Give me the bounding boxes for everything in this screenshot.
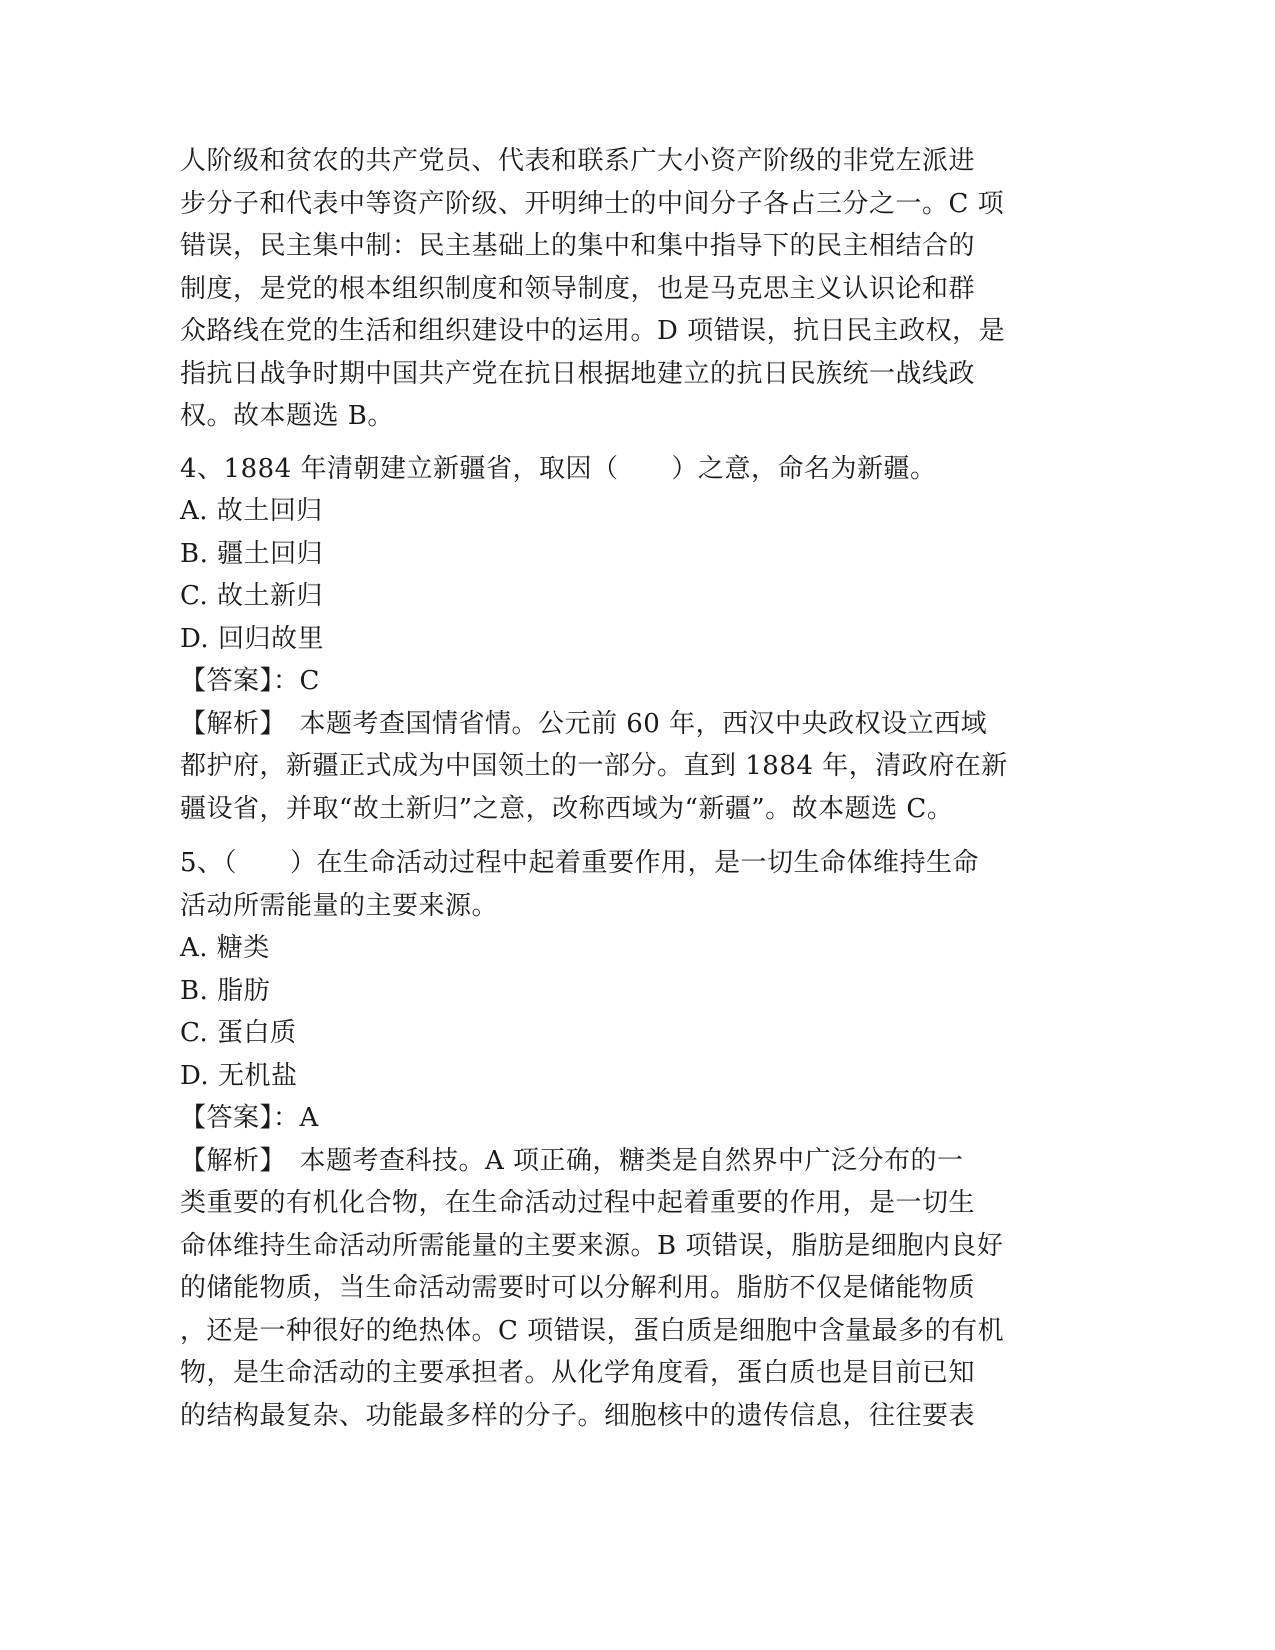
analysis-line: 疆设省，并取“故土新归”之意，改称西域为“新疆”。故本题选 C。 <box>180 793 954 824</box>
text-line: 错误，民主集中制：民主基础上的集中和集中指导下的民主相结合的 <box>180 231 976 261</box>
document-page <box>180 140 1080 1437</box>
question-stem: 4、1884 年清朝建立新疆省，取因（ ）之意，命名为新疆。 <box>180 453 937 484</box>
option-b: B. 脂肪 <box>180 975 271 1006</box>
analysis-line: 物，是生命活动的主要承担者。从化学角度看，蛋白质也是目前已知 <box>180 1358 976 1388</box>
analysis-line: 【解析】 本题考查国情省情。公元前 60 年，西汉中央政权设立西域 <box>180 708 988 739</box>
question-stem: 活动所需能量的主要来源。 <box>180 890 499 921</box>
analysis-line: ，还是一种很好的绝热体。C 项错误，蛋白质是细胞中含量最多的有机 <box>180 1315 1005 1346</box>
previous-question-analysis <box>180 140 1080 438</box>
option-a: A. 糖类 <box>180 933 270 963</box>
option-d: D. 无机盐 <box>180 1060 298 1091</box>
analysis-line: 【解析】 本题考查科技。A 项正确，糖类是自然界中广泛分布的一 <box>180 1145 964 1176</box>
text-line: 权。故本题选 B。 <box>180 401 394 431</box>
option-d: D. 回归故里 <box>180 623 324 654</box>
analysis-line: 的储能物质，当生命活动需要时可以分解利用。脂肪不仅是储能物质 <box>180 1273 976 1303</box>
option-c: C. 故土新归 <box>180 581 323 611</box>
analysis-line: 命体维持生命活动所需能量的主要来源。B 项错误，脂肪是细胞内良好 <box>180 1230 1004 1261</box>
answer-line: 【答案】：C <box>180 666 320 696</box>
question-stem: 5、（ ）在生命活动过程中起着重要作用，是一切生命体维持生命 <box>180 848 980 878</box>
analysis-line: 的结构最复杂、功能最多样的分子。细胞核中的遗传信息，往往要表 <box>180 1400 976 1431</box>
question-4 <box>180 448 1080 831</box>
answer-line: 【答案】：A <box>180 1103 319 1133</box>
option-b: B. 疆土回归 <box>180 538 324 569</box>
text-line: 人阶级和贫农的共产党员、代表和联系广大小资产阶级的非党左派进 <box>180 146 976 176</box>
option-a: A. 故土回归 <box>180 496 323 526</box>
text-line: 制度，是党的根本组织制度和领导制度，也是马克思主义认识论和群 <box>180 273 976 304</box>
question-5 <box>180 842 1080 1437</box>
text-line: 步分子和代表中等资产阶级、开明绅士的中间分子各占三分之一。C 项 <box>180 188 1005 219</box>
text-line: 众路线在党的生活和组织建设中的运用。D 项错误，抗日民主政权，是 <box>180 316 1006 346</box>
analysis-line: 类重要的有机化合物，在生命活动过程中起着重要的作用，是一切生 <box>180 1188 976 1218</box>
analysis-line: 都护府，新疆正式成为中国领土的一部分。直到 1884 年，清政府在新 <box>180 751 1008 781</box>
option-c: C. 蛋白质 <box>180 1018 297 1048</box>
text-line: 指抗日战争时期中国共产党在抗日根据地建立的抗日民族统一战线政 <box>180 358 976 389</box>
